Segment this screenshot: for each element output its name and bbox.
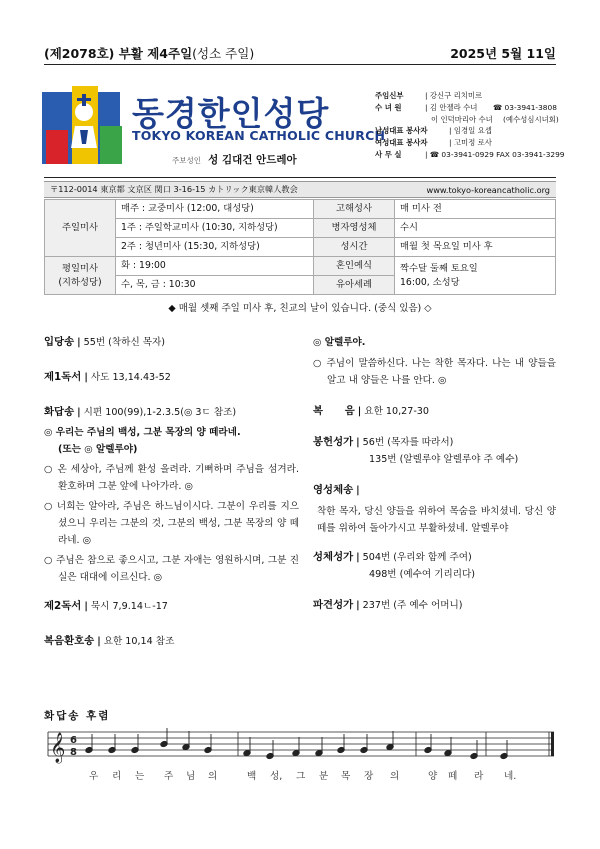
lyric-syllable: 백 — [247, 771, 257, 782]
score-title: 화답송 후렴 — [44, 710, 111, 722]
entrance-hymn: 입당송 | 55번 (착하신 목자) — [44, 336, 166, 348]
sunday-mass-item: 2주 : 청년미사 (15:30, 지하성당) — [116, 238, 314, 257]
issue-number: (제2078호) — [44, 46, 115, 61]
patron-saint — [172, 152, 297, 167]
alleluia-refrain: ◎ 알렐루야. — [313, 337, 366, 348]
sacrament-label: 성시간 — [314, 238, 395, 257]
responsorial-psalm: 화답송 | 시편 100(99),1-2.3.5(◎ 3ㄷ 참조) — [44, 406, 237, 418]
convent-phone-note: (예수성심시녀회) — [503, 114, 559, 124]
offertory-hymn: 봉헌성가 | 56번 (목자를 따라서) — [313, 436, 454, 448]
weekday-mass-item: 수, 목, 금 : 10:30 — [116, 276, 314, 295]
first-reading: 제1독서 | 사도 13,14.43-52 — [44, 371, 171, 383]
lyric-syllable: 분 — [319, 771, 329, 782]
psalm-verse: ○ 주님은 참으로 좋으시고, 그분 자애는 영원하시며, 그분 진실은 대대에 이르신다. ◎ — [44, 555, 299, 583]
postal-address: 〒112-0014 東京都 文京区 関口 3-16-15 カトリック東京韓人教会 — [50, 184, 298, 194]
sacrament-value: 매월 첫 목요일 미사 후 — [395, 238, 556, 257]
communion-antiphon-text: 착한 목자, 당신 양들을 위하여 목숨을 바치셨네. 당신 양 떼를 위하여 돌아가시고 부활하셨네. 알렐루야 — [317, 506, 556, 534]
convent-phone: ☎ 03-3941-3808 — [493, 102, 557, 112]
lyric-syllable: 님 — [186, 771, 196, 782]
church-name-english: TOKYO KOREAN CATHOLIC CHURCH — [132, 128, 386, 143]
lyric-syllable: 떼 — [448, 771, 458, 782]
sunday-mass-label: 주일미사 — [45, 200, 116, 257]
church-name-korean: 동경한인성당 — [132, 94, 330, 133]
website-link[interactable]: www.tokyo-koreancatholic.org — [426, 184, 550, 195]
staff-row: 이 인덕마리아 수녀 (예수성심시녀회) — [375, 114, 565, 126]
staff-list — [375, 90, 565, 161]
fellowship-notice: ◆ 매월 셋째 주일 미사 후, 친교의 날이 있습니다. (중식 있음) ◇ — [168, 303, 432, 314]
sacrament-label: 병자영성체 — [314, 219, 395, 238]
staff-row: 주임신부 | 강신구 리치미르 — [375, 91, 483, 100]
sunday-name: (성소 주일) — [192, 46, 255, 61]
second-reading: 제2독서 | 묵시 7,9.14ㄴ-17 — [44, 600, 168, 612]
sacrament-value: 수시 — [395, 219, 556, 238]
lyric-syllable: 라 — [474, 771, 484, 782]
lyric-syllable: 주 — [164, 771, 174, 782]
sacrament-label: 고해성사 — [314, 200, 395, 219]
wedding-baptism-value: 짝수달 둘째 토요일 16:00, 소성당 — [395, 257, 556, 295]
lyric-syllable: 우 — [89, 771, 99, 782]
mass-schedule-table — [44, 199, 556, 295]
offertory-hymn-2: 135번 (알렐루야 알렐루야 주 예수) — [369, 454, 519, 465]
lyric-syllable: 의 — [208, 771, 218, 782]
psalm-verse: ○ 너희는 알아라, 주님은 하느님이시다. 그분이 우리를 지으셨으니 우리는 그분의 것, 그분의 백성, 그분 목장의 양 떼라네. ◎ — [44, 501, 299, 546]
lyric-syllable: 네. — [504, 771, 517, 782]
staff-row: 사 무 실 | ☎ 03-3941-0929 FAX 03-3941-3299 — [375, 149, 565, 159]
lyric-syllable: 성, — [270, 771, 283, 782]
psalm-refrain: ◎ 우리는 주님의 백성, 그분 목장의 양 떼라네. — [44, 427, 241, 438]
lyric-syllable: 목 — [341, 771, 351, 782]
staff-row: 여성대표 봉사자 | 고미정 로사 — [375, 138, 492, 148]
sacrament-value: 매 미사 전 — [395, 200, 556, 219]
sunday-mass-item: 매주 : 교중미사 (12:00, 대성당) — [116, 200, 314, 219]
sacrament-label: 혼인예식 — [314, 257, 395, 276]
psalm-verse: ○ 온 세상아, 주님께 환성 올려라. 기뻐하며 주님을 섬겨라. 환호하며 그분 앞에 나아가라. ◎ — [44, 464, 299, 492]
header-rule — [44, 64, 556, 65]
weekday-mass-label: 평일미사 (지하성당) — [45, 257, 116, 295]
lyric-syllable: 장 — [364, 771, 374, 782]
liturgy-left-column — [44, 334, 299, 650]
recessional-hymn: 파견성가 | 237번 (주 예수 어머니) — [313, 599, 463, 611]
lyric-syllable: 의 — [390, 771, 400, 782]
weekday-mass-item: 화 : 19:00 — [116, 257, 314, 276]
sunday-mass-item: 1주 : 주일학교미사 (10:30, 지하성당) — [116, 219, 314, 238]
staff-row: 남성대표 봉사자 | 임경일 요셉 — [375, 126, 492, 136]
lyric-syllable: 리 — [112, 771, 122, 782]
address-bar — [44, 181, 556, 198]
lyric-syllable: 양 — [428, 771, 438, 782]
communion-hymn-2: 498번 (예수여 기리리다) — [369, 569, 476, 580]
lyric-syllable: 그 — [296, 771, 306, 782]
liturgical-week: 부활 제4주일 — [118, 46, 193, 61]
patron-name: 성 김대건 안드레아 — [208, 154, 297, 166]
lyric-syllable: 는 — [135, 771, 145, 782]
bulletin-date: 2025년 5월 11일 — [450, 46, 556, 61]
liturgy-right-column — [313, 334, 556, 614]
communion-hymn: 성체성가 | 504번 (우리와 함께 주여) — [313, 551, 472, 563]
logo-rule — [44, 177, 556, 178]
sacrament-label: 유아세례 — [314, 276, 395, 295]
issue-info — [44, 44, 254, 62]
bulletin-header — [44, 44, 556, 62]
staff-row: 수 녀 원 | 김 안젤라 수녀 ☎ 03-3941-3808 — [375, 102, 565, 114]
alleluia-verse: ○ 주님이 말씀하신다. 나는 착한 목자다. 나는 내 양들을 알고 내 양들은 나를 안다. ◎ — [313, 358, 556, 386]
gospel: 복 음 | 요한 10,27-30 — [313, 405, 430, 417]
treble-clef-icon: 𝄞 — [50, 733, 66, 763]
patron-label: 주보성인 — [172, 156, 201, 165]
psalm-refrain-alt: (또는 ◎ 알렐루야) — [58, 444, 138, 455]
time-signature: 6 8 — [70, 735, 77, 758]
communion-antiphon: 영성체송 | — [313, 484, 360, 496]
gospel-acclamation: 복음환호송 | 요한 10,14 참조 — [44, 635, 175, 647]
church-logo-icon — [42, 86, 122, 166]
music-staff — [44, 724, 556, 768]
